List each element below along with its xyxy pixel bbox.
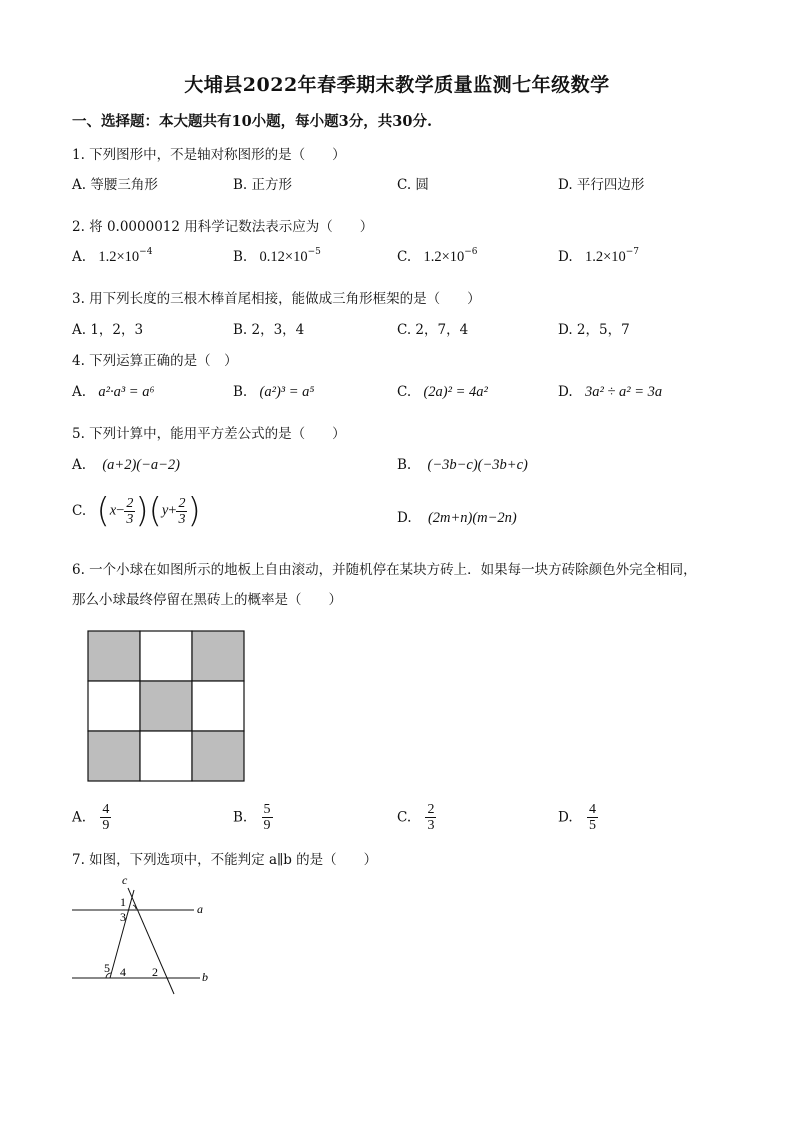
q1-option-a: A. 等腰三角形 bbox=[72, 177, 158, 193]
q2-option-c bbox=[397, 249, 478, 266]
q5-option-b bbox=[397, 457, 528, 474]
label-b: b bbox=[202, 970, 208, 984]
dark-tile bbox=[192, 631, 244, 681]
q3-option-c: C. 2，7，4 bbox=[397, 322, 469, 338]
question-3-stem: 3. 用下列长度的三根木棒首尾相接，能做成三角形框架的是（ ） bbox=[72, 291, 481, 307]
page-title: 大埔县2022年春季期末教学质量监测七年级数学 bbox=[184, 74, 610, 96]
option-letter: B. bbox=[233, 384, 248, 400]
light-tile bbox=[140, 631, 192, 681]
q6-a-fraction: $\frac{4}{9}$ bbox=[102, 802, 110, 833]
q1-option-d: D. 平行四边形 bbox=[558, 177, 645, 193]
q5-c-var-y: y bbox=[161, 502, 169, 519]
q3-option-b: B. 2，3，4 bbox=[233, 322, 305, 338]
q2-option-a bbox=[72, 249, 152, 266]
q6-b-fraction: $\frac{5}{9}$ bbox=[263, 802, 271, 833]
option-letter: A. bbox=[72, 384, 87, 400]
dark-tile bbox=[192, 731, 244, 781]
option-letter: D. bbox=[558, 809, 573, 826]
q3-option-a: A. 1，2，3 bbox=[72, 322, 144, 338]
q4-c-expr: (2a)² = 4a² bbox=[423, 384, 488, 400]
q6-option-d bbox=[558, 802, 598, 833]
label-angle-5: 5 bbox=[104, 961, 110, 975]
q6-d-fraction: $\frac{4}{5}$ bbox=[588, 802, 596, 833]
q2-b-exp: −5 bbox=[307, 247, 321, 257]
q6-c-fraction: $\frac{2}{3}$ bbox=[427, 802, 435, 833]
q2-option-d bbox=[558, 249, 639, 266]
option-letter: D. bbox=[558, 384, 573, 400]
q2-d-exp: −7 bbox=[625, 247, 640, 257]
q6-option-a bbox=[72, 802, 111, 833]
q4-option-d bbox=[558, 384, 662, 401]
q5-option-d bbox=[397, 510, 517, 527]
q5-a-expr: (a+2)(−a−2) bbox=[102, 457, 181, 473]
q6-option-b bbox=[233, 802, 273, 833]
option-letter: C. bbox=[397, 384, 412, 400]
q2-b-base: 0.12×10 bbox=[259, 249, 308, 265]
parallel-lines-figure bbox=[60, 870, 220, 1000]
option-letter: B. bbox=[397, 457, 412, 473]
question-2-stem: 2. 将 0.0000012 用科学记数法表示应为（ ） bbox=[72, 219, 374, 235]
light-tile bbox=[88, 681, 140, 731]
q5-c-frac-1: $\frac{2}{3}$ bbox=[126, 495, 134, 527]
q4-d-expr: 3a² ÷ a² = 3a bbox=[584, 384, 663, 400]
question-4-stem: 4. 下列运算正确的是（ ） bbox=[72, 353, 238, 369]
q3-option-d: D. 2，5，7 bbox=[558, 322, 630, 338]
option-letter: C. bbox=[397, 249, 412, 265]
q2-d-base: 1.2×10 bbox=[584, 249, 626, 265]
dark-tile bbox=[88, 731, 140, 781]
q6-option-c bbox=[397, 802, 436, 833]
dark-tile bbox=[88, 631, 140, 681]
q2-c-base: 1.2×10 bbox=[423, 249, 465, 265]
question-1-stem: 1. 下列图形中，不是轴对称图形的是（ ） bbox=[72, 147, 346, 163]
q1-option-c: C. 圆 bbox=[397, 177, 429, 193]
q5-c-frac-2: $\frac{2}{3}$ bbox=[178, 495, 186, 527]
q5-d-expr: (2m+n)(m−2n) bbox=[427, 510, 517, 526]
option-letter: D. bbox=[397, 510, 412, 526]
option-letter: B. bbox=[233, 249, 248, 265]
option-letter: D. bbox=[558, 249, 573, 265]
q5-b-expr: (−3b−c)(−3b+c) bbox=[427, 457, 528, 473]
label-angle-3: 3 bbox=[120, 910, 126, 924]
option-letter: B. bbox=[233, 809, 248, 826]
label-angle-4: 4 bbox=[120, 965, 126, 979]
q2-a-exp: −4 bbox=[139, 247, 153, 257]
q4-option-b bbox=[233, 384, 314, 401]
section-heading: 一、选择题：本大题共有10小题，每小题3分，共30分. bbox=[72, 113, 432, 130]
q4-option-a bbox=[72, 384, 155, 401]
light-tile bbox=[192, 681, 244, 731]
dark-tile bbox=[140, 681, 192, 731]
question-6-stem-line2: 那么小球最终停留在黑砖上的概率是（ ） bbox=[72, 592, 342, 608]
question-6-stem-line1: 6. 一个小球在如图所示的地板上自由滚动，并随机停在某块方砖上．如果每一块方砖除颜色外完全相同， bbox=[72, 562, 697, 578]
label-a: a bbox=[197, 902, 203, 916]
q1-option-b: B. 正方形 bbox=[233, 177, 293, 193]
option-letter: A. bbox=[72, 457, 87, 473]
q4-b-expr: (a²)³ = a⁵ bbox=[259, 384, 315, 400]
tile-floor-figure bbox=[87, 630, 245, 782]
option-letter: C. bbox=[72, 503, 87, 519]
q5-option-a bbox=[72, 457, 180, 474]
q2-option-b bbox=[233, 249, 321, 266]
q5-c-var-x: x bbox=[109, 502, 117, 519]
option-letter: C. bbox=[397, 809, 412, 826]
q2-a-base: 1.2×10 bbox=[98, 249, 140, 265]
q4-option-c bbox=[397, 384, 488, 401]
q5-option-c: C. (x− $\frac{2}{3}$ )(y+ $\frac{2}{3}$ ) bbox=[72, 491, 201, 531]
question-7-stem: 7. 如图，下列选项中，不能判定 a∥b 的是（ ） bbox=[72, 852, 378, 868]
label-c: c bbox=[122, 873, 128, 887]
q2-c-exp: −6 bbox=[464, 247, 478, 257]
label-angle-1: 1 bbox=[120, 895, 126, 909]
light-tile bbox=[140, 731, 192, 781]
option-letter: A. bbox=[72, 249, 87, 265]
q4-a-expr: a²·a³ = a⁶ bbox=[98, 384, 155, 400]
label-angle-2: 2 bbox=[152, 965, 158, 979]
option-letter: A. bbox=[72, 809, 87, 826]
question-5-stem: 5. 下列计算中，能用平方差公式的是（ ） bbox=[72, 426, 346, 442]
